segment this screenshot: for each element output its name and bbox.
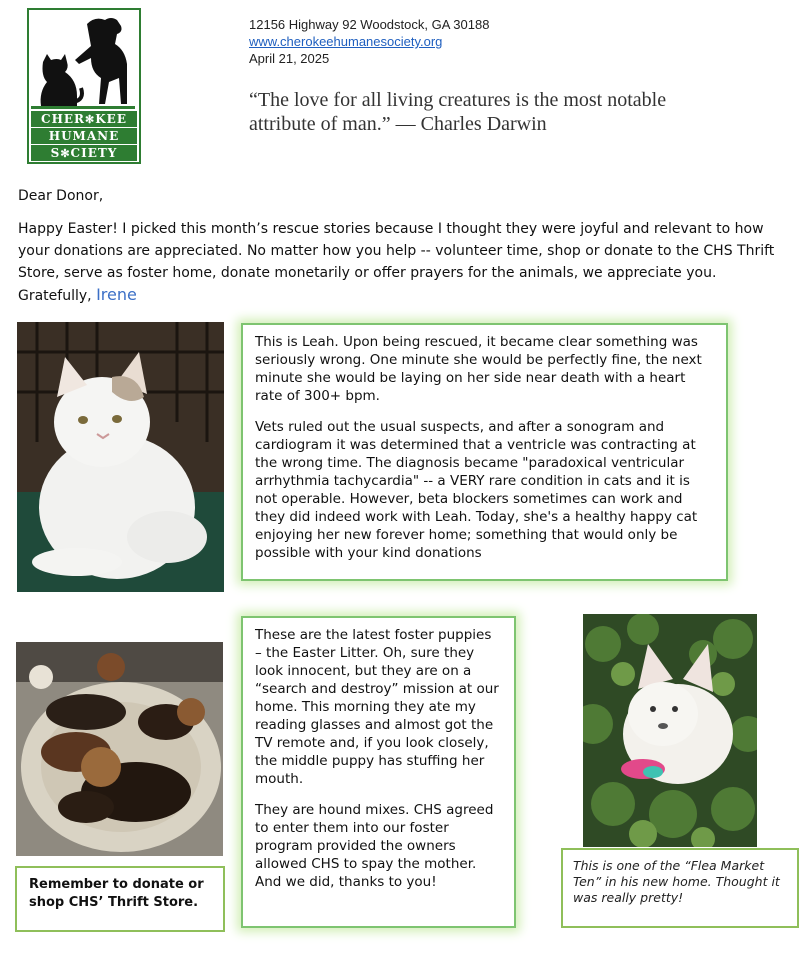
intro-paragraph <box>18 218 793 307</box>
intro-text: Happy Easter! I picked this month’s rescue stories because I thought they were joyful and relevant to how your donations are appreciated. No matter how you help -- volunteer time, shop or donate to the CHS Thrift Store, serve as foster home, donate monetarily or offer prayers for the animals, we appreciate you. Gratefully, <box>18 221 775 304</box>
logo-band-society: S✻CIETY <box>31 145 137 161</box>
flea-market-caption: This is one of the “Flea Market Ten” in his new home. Thought it was really pretty! <box>561 848 799 928</box>
chs-logo <box>27 8 141 164</box>
puppies-photo <box>16 642 223 856</box>
website-link[interactable]: www.cherokeehumanesociety.org <box>249 34 443 49</box>
signature: Irene <box>96 285 137 304</box>
darwin-quote: “The love for all living creatures is the most notable attribute of man.” — Charles Darwin <box>249 89 667 135</box>
leah-story-box <box>241 323 728 581</box>
white-puppy-photo <box>583 614 757 847</box>
puppies-paragraph-2: They are hound mixes. CHS agreed to enter them into our foster program provided the owners allowed CHS to spay the mother. And we did, thanks to you! <box>255 802 494 890</box>
leah-paragraph-2: Vets ruled out the usual suspects, and after a sonogram and cardiogram it was determined that a ventricle was contracting at the wrong time. The diagnosis became "paradoxical ventricular arrhythmia tachycardia" -- a VERY rare condition in cats and it is not operable. However, beta blockers sometimes can work and they did indeed work with Leah. Today, she's a healthy happy cat enjoying her new forever home; something that would only be possible with your kind donations <box>255 419 698 561</box>
puppies-paragraph-1: These are the latest foster puppies – the Easter Litter. Oh, sure they look innocent, but they are on a “search and destroy” mission at our home. This morning they ate my reading glasses and almost got the TV remote and, if you look closely, the middle puppy has stuffing her mouth. <box>255 627 499 787</box>
thrift-store-reminder: Remember to donate or shop CHS’ Thrift Store. <box>15 866 225 932</box>
address-line: 12156 Highway 92 Woodstock, GA 30188 <box>249 17 490 32</box>
puppies-story-box <box>241 616 516 928</box>
dog-cat-silhouette-icon <box>29 10 139 110</box>
logo-band-humane: HUMANE <box>31 128 137 144</box>
logo-band-cherokee: CHER✻KEE <box>31 111 137 127</box>
letter-date: April 21, 2025 <box>249 51 330 66</box>
leah-paragraph-1: This is Leah. Upon being rescued, it became clear something was seriously wrong. One minute she would be perfectly fine, the next minute she would be laying on her side near death with a heart rate of 300+ bpm. <box>255 334 702 404</box>
address-block <box>249 16 489 67</box>
greeting: Dear Donor, <box>18 188 104 204</box>
leah-cat-photo <box>17 322 224 592</box>
